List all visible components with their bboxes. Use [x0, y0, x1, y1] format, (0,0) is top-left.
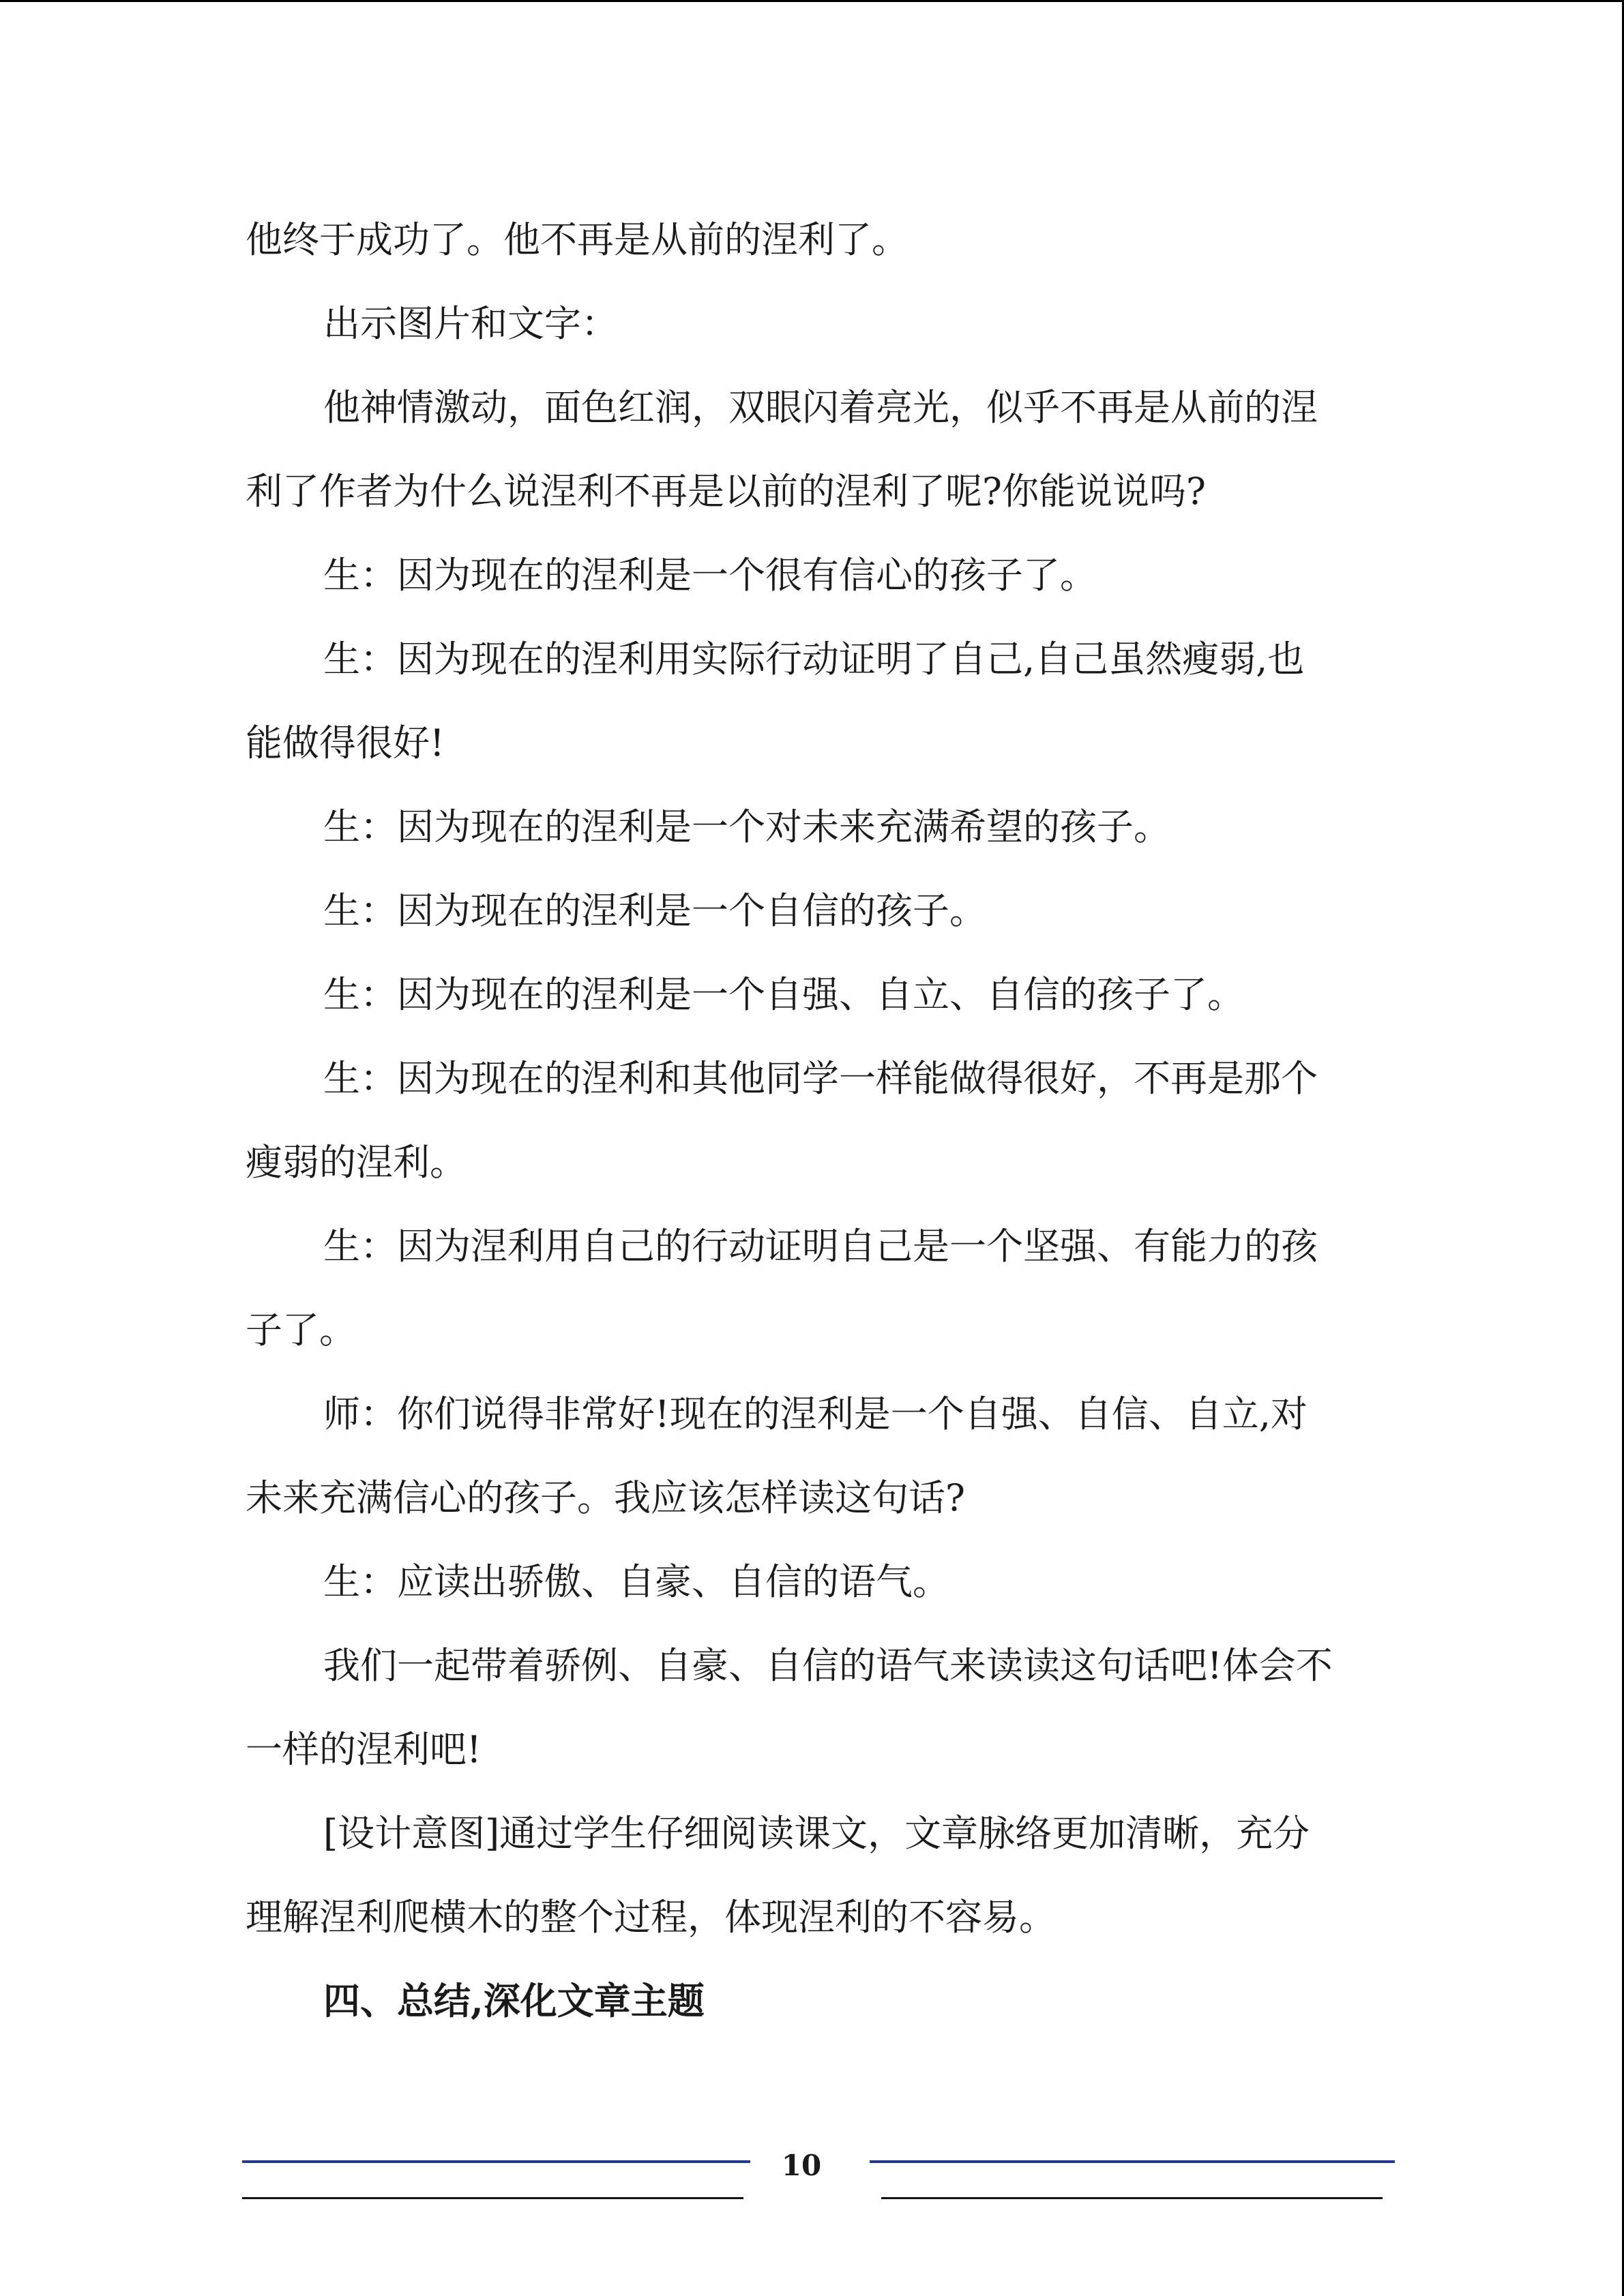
paragraph-line: 理解涅利爬横木的整个过程，体现涅利的不容易。: [246, 1896, 1056, 1939]
document-body: [246, 198, 1378, 2043]
paragraph-line: 生：因为涅利用自己的行动证明自己是一个坚强、有能力的孩: [323, 1225, 1318, 1268]
paragraph-line: 利了作者为什么说涅利不再是以前的涅利了呢?你能说说吗?: [246, 470, 1206, 513]
footer-rule-blue-left: [242, 2160, 750, 2163]
page-border-top: [0, 0, 1624, 2]
paragraph-line: 生：因为现在的涅利和其他同学一样能做得很好，不再是那个: [323, 1057, 1318, 1100]
paragraph-line: 一样的涅利吧!: [246, 1728, 482, 1771]
paragraph-line: 子了。: [246, 1309, 356, 1352]
paragraph-line: 我们一起带着骄例、自豪、自信的语气来读读这句话吧!体会不: [323, 1644, 1333, 1687]
paragraph-line: 生：应读出骄傲、自豪、自信的语气。: [323, 1560, 949, 1603]
paragraph-line: 未来充满信心的孩子。我应该怎样读这句话?: [246, 1476, 965, 1519]
footer-rule-blue-right: [870, 2160, 1395, 2163]
paragraph-line: 生：因为现在的涅利是一个很有信心的孩子了。: [323, 554, 1097, 597]
paragraph-line: 瘦弱的涅利。: [246, 1141, 467, 1184]
paragraph-line: 师：你们说得非常好!现在的涅利是一个自强、自信、自立,对: [323, 1392, 1308, 1435]
paragraph-line: 他神情激动，面色红润，双眼闪着亮光，似乎不再是从前的涅: [323, 386, 1318, 429]
footer-rule-black-right: [881, 2197, 1383, 2199]
paragraph-line: [设计意图]通过学生仔细阅读课文，文章脉络更加清晰，充分: [323, 1812, 1310, 1855]
paragraph-line: 出示图片和文字：: [323, 302, 618, 345]
paragraph-line: 生：因为现在的涅利是一个自信的孩子。: [323, 889, 986, 932]
section-heading: 四、总结,深化文章主题: [323, 1979, 705, 2023]
paragraph-line: 生：因为现在的涅利是一个对未来充满希望的孩子。: [323, 805, 1170, 848]
paragraph-line: 生：因为现在的涅利是一个自强、自立、自信的孩子了。: [323, 973, 1244, 1016]
footer-rule-black-left: [242, 2197, 743, 2199]
paragraph-line: 他终于成功了。他不再是从前的涅利了。: [246, 218, 909, 261]
paragraph-line: 能做得很好!: [246, 721, 445, 764]
page-number: 10: [781, 2149, 822, 2182]
paragraph-line: 生：因为现在的涅利用实际行动证明了自己,自己虽然瘦弱,也: [323, 638, 1305, 681]
